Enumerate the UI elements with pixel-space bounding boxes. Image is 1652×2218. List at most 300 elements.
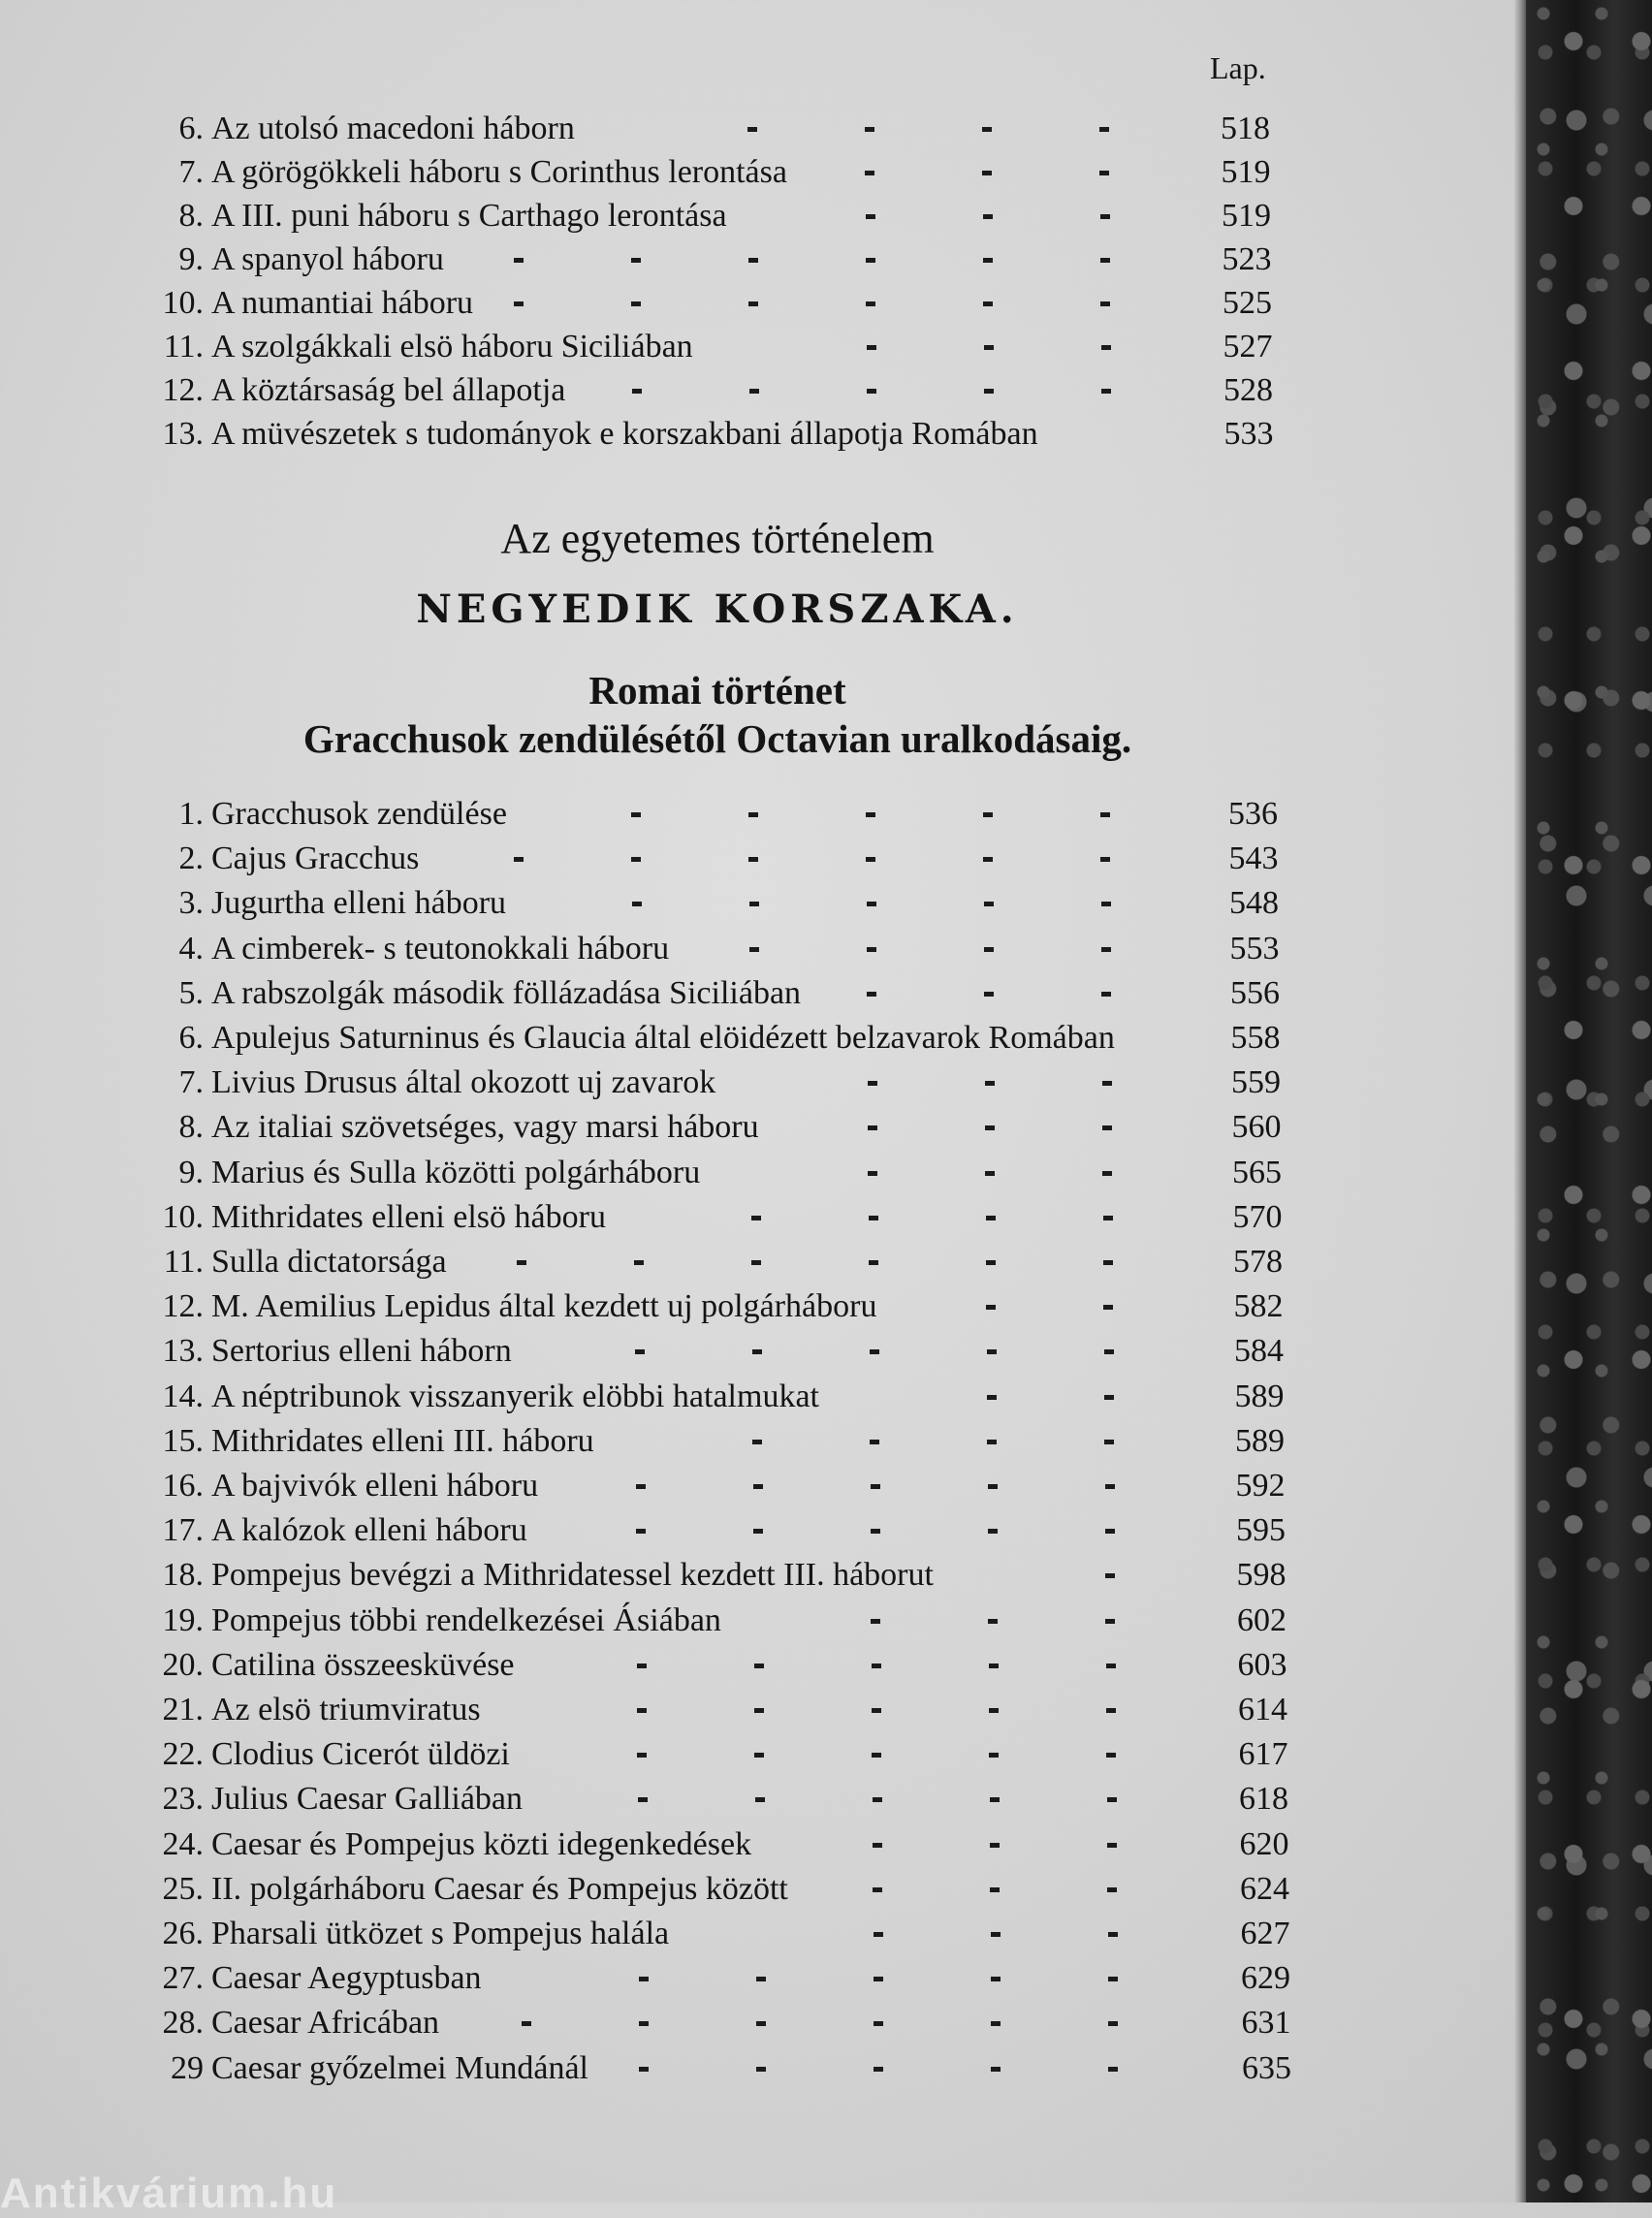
page-edge — [1514, 0, 1526, 2202]
leader-dash — [874, 1977, 883, 1981]
entry-title: Sulla dictatorsága — [211, 1244, 447, 1280]
entry-title: A rabszolgák második föllázadása Siciliában — [211, 974, 802, 1011]
leader-dash — [874, 1932, 883, 1937]
leader-dash — [517, 1260, 526, 1265]
toc-entry — [0, 1688, 1357, 1732]
entry-title: Az elsö triumviratus — [211, 1692, 481, 1727]
leader-dash — [522, 2021, 531, 2026]
toc-entry — [0, 927, 1357, 971]
leader-dash — [747, 127, 757, 132]
entry-number: 18. — [162, 1557, 204, 1594]
leader-dash — [865, 171, 874, 175]
leader-dash — [867, 389, 876, 394]
toc-entry — [0, 1822, 1357, 1867]
toc-entry — [0, 107, 1357, 151]
entry-number: 22. — [162, 1736, 204, 1773]
entry-number: 8. — [178, 1109, 204, 1146]
leader-dash — [873, 1797, 882, 1802]
entry-number: 4. — [178, 930, 204, 966]
entry-number: 16. — [162, 1468, 204, 1504]
leader-dash — [1100, 857, 1110, 862]
toc-entry — [0, 837, 1357, 881]
toc-entry — [0, 1329, 1357, 1374]
toc-entry — [0, 1553, 1357, 1598]
toc-entry — [0, 1643, 1357, 1688]
leader-dash — [986, 1305, 996, 1310]
entry-number: 5. — [178, 974, 204, 1011]
leader-dash — [1105, 1573, 1115, 1578]
leader-dash — [756, 2067, 766, 2072]
entry-title: A görögökkeli háboru s Corinthus lerontása — [211, 154, 787, 190]
leader-dash — [991, 2067, 1001, 2072]
toc-entry — [0, 325, 1357, 369]
leader-dash — [982, 127, 992, 132]
entry-page-number: 614 — [1238, 1692, 1287, 1727]
toc-entry — [0, 150, 1357, 195]
heading-subtitle: Gracchusok zendülésétől Octavian uralkodásaig. — [302, 716, 1132, 761]
leader-dash — [867, 947, 876, 952]
entry-page-number: 565 — [1232, 1154, 1282, 1190]
leader-dash — [988, 1484, 998, 1489]
leader-dash — [989, 1753, 999, 1758]
entry-number: 8. — [178, 198, 204, 234]
leader-dash — [635, 1349, 645, 1354]
entry-page-number: 543 — [1228, 840, 1279, 877]
leader-dash — [1107, 1843, 1117, 1848]
heading-general-history: Az egyetemes történelem — [500, 515, 935, 562]
entry-number: 20. — [162, 1646, 204, 1683]
leader-dash — [636, 1484, 646, 1489]
entry-page-number: 578 — [1233, 1244, 1283, 1280]
leader-dash — [754, 1708, 764, 1713]
leader-dash — [1108, 1977, 1118, 1981]
leader-dash — [1103, 1260, 1113, 1265]
leader-dash — [748, 301, 758, 306]
leader-dash — [1104, 1395, 1114, 1400]
leader-dash — [1100, 214, 1110, 219]
leader-dash — [870, 1440, 879, 1444]
entry-title: A kalózok elleni háboru — [211, 1512, 527, 1549]
leader-dash — [868, 1081, 877, 1086]
leader-dash — [983, 214, 993, 219]
entry-page-number: 617 — [1238, 1736, 1288, 1773]
entry-title: A néptribunok visszanyerik elöbbi hatalmukat — [211, 1378, 819, 1414]
leader-dash — [868, 1171, 877, 1176]
leader-dash — [989, 1664, 999, 1668]
entry-title: Apulejus Saturninus és Glaucia által elöidézett belzavarok Romában — [211, 1020, 1115, 1056]
entry-page-number: 603 — [1237, 1646, 1287, 1683]
book-binding — [1526, 0, 1652, 2202]
leader-dash — [631, 258, 641, 263]
toc-entry — [0, 2001, 1357, 2045]
leader-dash — [988, 1529, 998, 1534]
watermark: Antikvárium.hu — [0, 2170, 338, 2217]
entry-page-number: 595 — [1236, 1512, 1286, 1549]
toc-entry — [0, 1016, 1357, 1061]
entry-number: 21. — [162, 1692, 204, 1727]
leader-dash — [869, 1216, 878, 1220]
entry-page-number: 584 — [1234, 1333, 1284, 1370]
entry-page-number: 559 — [1231, 1064, 1281, 1101]
leader-dash — [753, 1484, 763, 1489]
toc-entry — [0, 1912, 1357, 1956]
leader-dash — [754, 1664, 764, 1668]
entry-title: Caesar Africában — [211, 2005, 440, 2042]
entry-page-number: 635 — [1242, 2049, 1291, 2086]
toc-entry — [0, 1105, 1357, 1150]
leader-dash — [634, 1260, 644, 1265]
leader-dash — [756, 2021, 766, 2026]
entry-title: Julius Caesar Galliában — [211, 1781, 524, 1818]
entry-title: A numantiai háboru — [211, 285, 474, 321]
toc-entry — [0, 881, 1357, 926]
leader-dash — [873, 1887, 882, 1892]
toc-entry — [0, 2046, 1357, 2091]
leader-dash — [1105, 1529, 1115, 1534]
leader-dash — [989, 1708, 999, 1713]
leader-dash — [867, 345, 876, 350]
leader-dash — [991, 2021, 1001, 2026]
leader-dash — [985, 1171, 995, 1176]
leader-dash — [983, 301, 993, 306]
entry-number: 11. — [163, 329, 204, 364]
leader-dash — [874, 2067, 883, 2072]
leader-dash — [986, 1260, 996, 1265]
entry-title: Cajus Gracchus — [211, 840, 420, 877]
leader-dash — [753, 1529, 763, 1534]
leader-dash — [632, 902, 642, 906]
entry-title: Marius és Sulla közötti polgárháboru — [211, 1154, 701, 1190]
entry-number: 13. — [162, 1333, 204, 1370]
leader-dash — [1106, 1753, 1116, 1758]
leader-dash — [1104, 1349, 1114, 1354]
leader-dash — [984, 389, 994, 394]
entry-number: 11. — [163, 1244, 204, 1280]
leader-dash — [749, 947, 759, 952]
entry-page-number: 536 — [1228, 796, 1278, 832]
entry-page-number: 631 — [1241, 2005, 1291, 2042]
entry-title: II. polgárháboru Caesar és Pompejus között — [211, 1870, 788, 1907]
toc-entry — [0, 194, 1357, 238]
leader-dash — [1108, 1932, 1118, 1937]
heading-fourth-era: NEGYEDIK KORSZAKA. — [416, 586, 1019, 632]
entry-title: Livius Drusus által okozott uj zavarok — [211, 1064, 716, 1101]
leader-dash — [1102, 1081, 1112, 1086]
leader-dash — [1107, 1887, 1117, 1892]
leader-dash — [990, 1797, 1000, 1802]
leader-dash — [1102, 1125, 1112, 1130]
leader-dash — [866, 258, 875, 263]
entry-number: 2. — [178, 840, 204, 877]
leader-dash — [1099, 127, 1109, 132]
entry-title: A cimberek- s teutonokkali háboru — [211, 930, 670, 966]
entry-page-number: 523 — [1222, 241, 1272, 277]
entry-number: 10. — [162, 1198, 204, 1235]
leader-dash — [867, 992, 876, 997]
leader-dash — [1100, 812, 1110, 817]
leader-dash — [985, 1125, 995, 1130]
leader-dash — [982, 171, 992, 175]
entry-number: 17. — [162, 1512, 204, 1549]
entry-title: Caesar Aegyptusban — [211, 1960, 482, 1997]
leader-dash — [871, 1619, 880, 1624]
toc-entry — [0, 281, 1357, 326]
entry-title: A III. puni háboru s Carthago lerontása — [211, 198, 727, 234]
entry-number: 9. — [178, 241, 204, 277]
entry-title: Az italiai szövetséges, vagy marsi háboru — [211, 1109, 759, 1146]
leader-dash — [631, 812, 641, 817]
entry-title: Pompejus többi rendelkezései Ásiában — [211, 1601, 721, 1638]
leader-dash — [1101, 902, 1111, 906]
leader-dash — [870, 1349, 879, 1354]
leader-dash — [983, 258, 993, 263]
leader-dash — [756, 1977, 766, 1981]
entry-title: Catilina összeesküvése — [211, 1646, 515, 1683]
entry-number: 13. — [162, 416, 204, 452]
entry-number: 25. — [162, 1870, 204, 1907]
entry-page-number: 527 — [1223, 329, 1273, 364]
toc-entry — [0, 368, 1357, 413]
entry-number: 15. — [162, 1422, 204, 1459]
entry-page-number: 528 — [1223, 372, 1273, 408]
leader-dash — [988, 1619, 998, 1624]
toc-entry — [0, 792, 1357, 837]
leader-dash — [1104, 1440, 1114, 1444]
leader-dash — [1103, 1305, 1113, 1310]
leader-dash — [751, 1260, 761, 1265]
leader-dash — [1101, 947, 1111, 952]
leader-dash — [983, 857, 993, 862]
leader-dash — [514, 258, 524, 263]
entry-number: 7. — [178, 1064, 204, 1101]
entry-title: A bajvivók elleni háboru — [211, 1468, 539, 1504]
leader-dash — [866, 214, 875, 219]
toc-entry — [0, 1240, 1357, 1284]
leader-dash — [748, 812, 758, 817]
leader-dash — [637, 1708, 647, 1713]
leader-dash — [871, 1529, 880, 1534]
leader-dash — [752, 1440, 762, 1444]
leader-dash — [748, 857, 758, 862]
entry-page-number: 589 — [1235, 1422, 1285, 1459]
leader-dash — [1100, 301, 1110, 306]
leader-dash — [871, 1484, 880, 1489]
leader-dash — [755, 1797, 765, 1802]
leader-dash — [991, 1932, 1001, 1937]
leader-dash — [748, 258, 758, 263]
leader-dash — [868, 1125, 877, 1130]
leader-dash — [1108, 2067, 1118, 2072]
leader-dash — [639, 2021, 649, 2026]
toc-entry — [0, 1061, 1357, 1105]
toc-entry — [0, 1732, 1357, 1777]
leader-dash — [984, 947, 994, 952]
entry-page-number: 620 — [1239, 1825, 1289, 1862]
leader-dash — [639, 2067, 649, 2072]
leader-dash — [1106, 1708, 1116, 1713]
toc-entry — [0, 1151, 1357, 1195]
entry-page-number: 548 — [1229, 885, 1279, 922]
leader-dash — [873, 1843, 882, 1848]
entry-page-number: 589 — [1234, 1378, 1285, 1414]
entry-page-number: 519 — [1222, 198, 1271, 234]
entry-title: Caesar győzelmei Mundánál — [211, 2049, 588, 2086]
entry-number: 28. — [162, 2005, 204, 2042]
toc-entry — [0, 1599, 1357, 1643]
entry-number: 1. — [178, 796, 204, 832]
entry-number: 29 — [171, 2049, 204, 2086]
leader-dash — [749, 389, 759, 394]
leader-dash — [983, 812, 993, 817]
toc-entry — [0, 1419, 1357, 1464]
entry-title: Caesar és Pompejus közti idegenkedések — [211, 1825, 752, 1862]
leader-dash — [987, 1440, 997, 1444]
entry-page-number: 560 — [1231, 1109, 1282, 1146]
entry-page-number: 618 — [1239, 1781, 1288, 1818]
leader-dash — [754, 1753, 764, 1758]
entry-title: Mithridates elleni elsö háboru — [211, 1198, 606, 1235]
entry-number: 12. — [162, 372, 204, 408]
leader-dash — [514, 301, 524, 306]
toc-entry — [0, 1464, 1357, 1508]
leader-dash — [632, 389, 642, 394]
heading-roman-history: Romai történet — [588, 668, 846, 713]
entry-number: 3. — [178, 885, 204, 922]
entry-page-number: 629 — [1241, 1960, 1290, 1997]
leader-dash — [637, 1753, 647, 1758]
leader-dash — [866, 857, 875, 862]
leader-dash — [639, 1977, 649, 1981]
entry-number: 27. — [162, 1960, 204, 1997]
leader-dash — [638, 1797, 648, 1802]
leader-dash — [984, 345, 994, 350]
entry-page-number: 570 — [1232, 1198, 1283, 1235]
entry-title: Mithridates elleni III. háboru — [211, 1422, 594, 1459]
leader-dash — [984, 902, 994, 906]
leader-dash — [751, 1216, 761, 1220]
entry-number: 23. — [162, 1781, 204, 1818]
entry-title: Clodius Cicerót üldözi — [211, 1736, 510, 1773]
entry-number: 10. — [162, 285, 204, 321]
entry-number: 7. — [178, 154, 204, 190]
leader-dash — [874, 2021, 883, 2026]
leader-dash — [1101, 992, 1111, 997]
entry-title: Sertorius elleni háborn — [211, 1333, 512, 1370]
entry-number: 14. — [162, 1378, 204, 1414]
leader-dash — [986, 1216, 996, 1220]
entry-title: A köztársaság bel állapotja — [211, 372, 566, 408]
leader-dash — [872, 1753, 881, 1758]
entry-number: 19. — [162, 1601, 204, 1638]
leader-dash — [1101, 389, 1111, 394]
leader-dash — [637, 1664, 647, 1668]
leader-dash — [631, 301, 641, 306]
leader-dash — [866, 812, 875, 817]
entry-title: A müvészetek s tudományok e korszakbani állapotja Romában — [211, 416, 1038, 452]
entry-page-number: 592 — [1235, 1468, 1286, 1504]
leader-dash — [872, 1708, 881, 1713]
leader-dash — [1105, 1619, 1115, 1624]
entry-title: M. Aemilius Lepidus által kezdett uj polgárháboru — [211, 1288, 877, 1325]
leader-dash — [1105, 1484, 1115, 1489]
entry-title: Pompejus bevégzi a Mithridatessel kezdett III. háborut — [211, 1557, 934, 1594]
toc-entry — [0, 1195, 1357, 1240]
leader-dash — [1103, 1216, 1113, 1220]
entry-number: 26. — [162, 1916, 204, 1951]
leader-dash — [866, 301, 875, 306]
entry-title: A spanyol háboru — [211, 241, 444, 277]
leader-dash — [987, 1395, 997, 1400]
toc-entry — [0, 1284, 1357, 1329]
entry-number: 6. — [178, 111, 204, 146]
entry-page-number: 518 — [1221, 111, 1270, 146]
toc-entry — [0, 1956, 1357, 2001]
entry-title: Jugurtha elleni háboru — [211, 885, 507, 922]
leader-dash — [1099, 171, 1109, 175]
entry-page-number: 533 — [1223, 416, 1274, 452]
leader-dash — [1106, 1664, 1116, 1668]
leader-dash — [990, 1843, 1000, 1848]
leader-dash — [985, 1081, 995, 1086]
toc-entry — [0, 1867, 1357, 1912]
entry-title: Az utolsó macedoni háborn — [211, 111, 575, 146]
entry-title: Pharsali ütközet s Pompejus halála — [211, 1916, 670, 1951]
toc-entry — [0, 971, 1357, 1016]
entry-page-number: 556 — [1230, 974, 1280, 1011]
leader-dash — [514, 857, 524, 862]
toc-entry — [0, 1375, 1357, 1419]
leader-dash — [987, 1349, 997, 1354]
leader-dash — [984, 992, 994, 997]
entry-page-number: 582 — [1233, 1288, 1284, 1325]
entry-number: 12. — [162, 1288, 204, 1325]
leader-dash — [1101, 345, 1111, 350]
leader-dash — [1102, 1171, 1112, 1176]
entry-page-number: 558 — [1230, 1020, 1281, 1056]
entry-title: Gracchusok zendülése — [211, 796, 507, 832]
leader-dash — [749, 902, 759, 906]
leader-dash — [752, 1349, 762, 1354]
leader-dash — [867, 902, 876, 906]
leader-dash — [869, 1260, 878, 1265]
leader-dash — [872, 1664, 881, 1668]
toc-entry — [0, 1777, 1357, 1822]
leader-dash — [990, 1887, 1000, 1892]
leader-dash — [1108, 2021, 1118, 2026]
toc-entry — [0, 238, 1357, 282]
page-column-label: Lap. — [1210, 50, 1266, 85]
leader-dash — [631, 857, 641, 862]
entry-page-number: 553 — [1229, 930, 1280, 966]
leader-dash — [636, 1529, 646, 1534]
entry-number: 6. — [178, 1020, 204, 1056]
leader-dash — [991, 1977, 1001, 1981]
entry-page-number: 624 — [1240, 1870, 1289, 1907]
entry-number: 24. — [162, 1825, 204, 1862]
entry-page-number: 598 — [1236, 1557, 1287, 1594]
toc-entry — [0, 1508, 1357, 1553]
entry-page-number: 525 — [1223, 285, 1272, 321]
entry-page-number: 627 — [1240, 1916, 1290, 1951]
leader-dash — [1107, 1797, 1117, 1802]
toc-entry — [0, 412, 1357, 457]
entry-number: 9. — [178, 1154, 204, 1190]
entry-page-number: 602 — [1237, 1601, 1287, 1638]
entry-title: A szolgákkali elsö háboru Siciliában — [211, 329, 693, 364]
leader-dash — [865, 127, 874, 132]
leader-dash — [1100, 258, 1110, 263]
entry-page-number: 519 — [1221, 154, 1271, 190]
